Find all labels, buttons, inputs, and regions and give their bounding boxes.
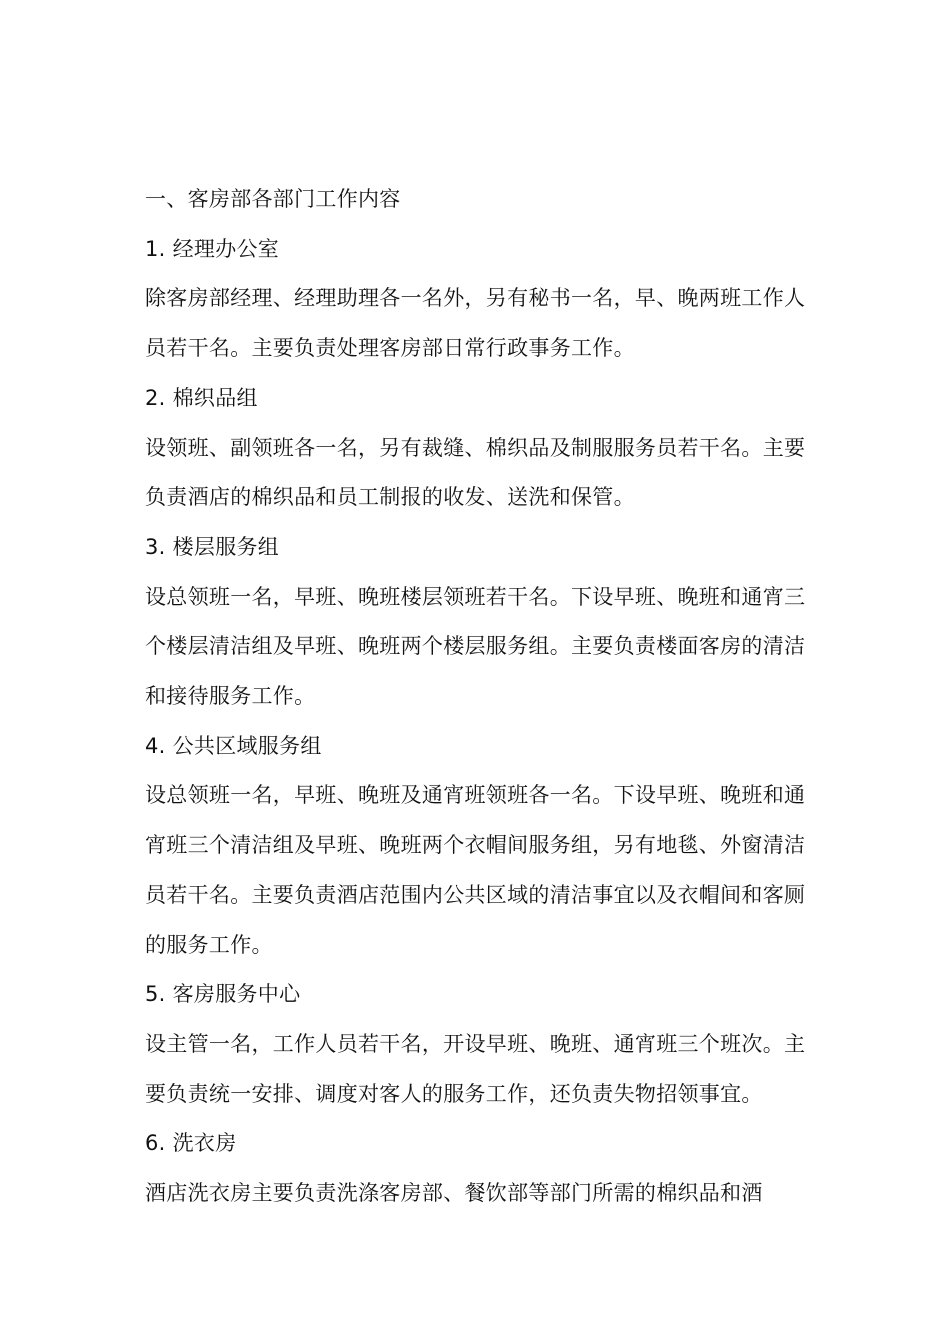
document-body [145, 175, 815, 1219]
section-body-linen-group: 设领班、副领班各一名，另有裁缝、棉织品及制服服务员若干名。主要负责酒店的棉织品和员工制报的收发、送洗和保管。 [145, 435, 806, 510]
section-title-service-center: 5. 客房服务中心 [145, 982, 301, 1007]
section-body-public-area: 设总领班一名，早班、晚班及通宵班领班各一名。下设早班、晚班和通宵班三个清洁组及早班、晚班两个衣帽间服务组，另有地毯、外窗清洁员若干名。主要负责酒店范围内公共区域的清洁事宜以及衣帽间和客厕的服务工作。 [145, 783, 806, 957]
section-title-public-area: 4. 公共区域服务组 [145, 733, 322, 758]
section-body-laundry: 酒店洗衣房主要负责洗涤客房部、餐饮部等部门所需的棉织品和酒 [145, 1181, 763, 1206]
section-body-manager-office: 除客房部经理、经理助理各一名外，另有秘书一名，早、晚两班工作人员若干名。主要负责处理客房部日常行政事务工作。 [145, 286, 806, 361]
section-title-manager-office: 1. 经理办公室 [145, 236, 280, 261]
section-body-service-center: 设主管一名，工作人员若干名，开设早班、晚班、通宵班三个班次。主要负责统一安排、调度对客人的服务工作，还负责失物招领事宜。 [145, 1031, 806, 1106]
document-heading: 一、客房部各部门工作内容 [145, 187, 401, 211]
section-title-laundry: 6. 洗衣房 [145, 1131, 237, 1156]
section-body-floor-service: 设总领班一名，早班、晚班楼层领班若干名。下设早班、晚班和通宵三个楼层清洁组及早班、晚班两个楼层服务组。主要负责楼面客房的清洁和接待服务工作。 [145, 584, 806, 709]
section-title-floor-service: 3. 楼层服务组 [145, 534, 280, 559]
section-title-linen-group: 2. 棉织品组 [145, 385, 258, 410]
